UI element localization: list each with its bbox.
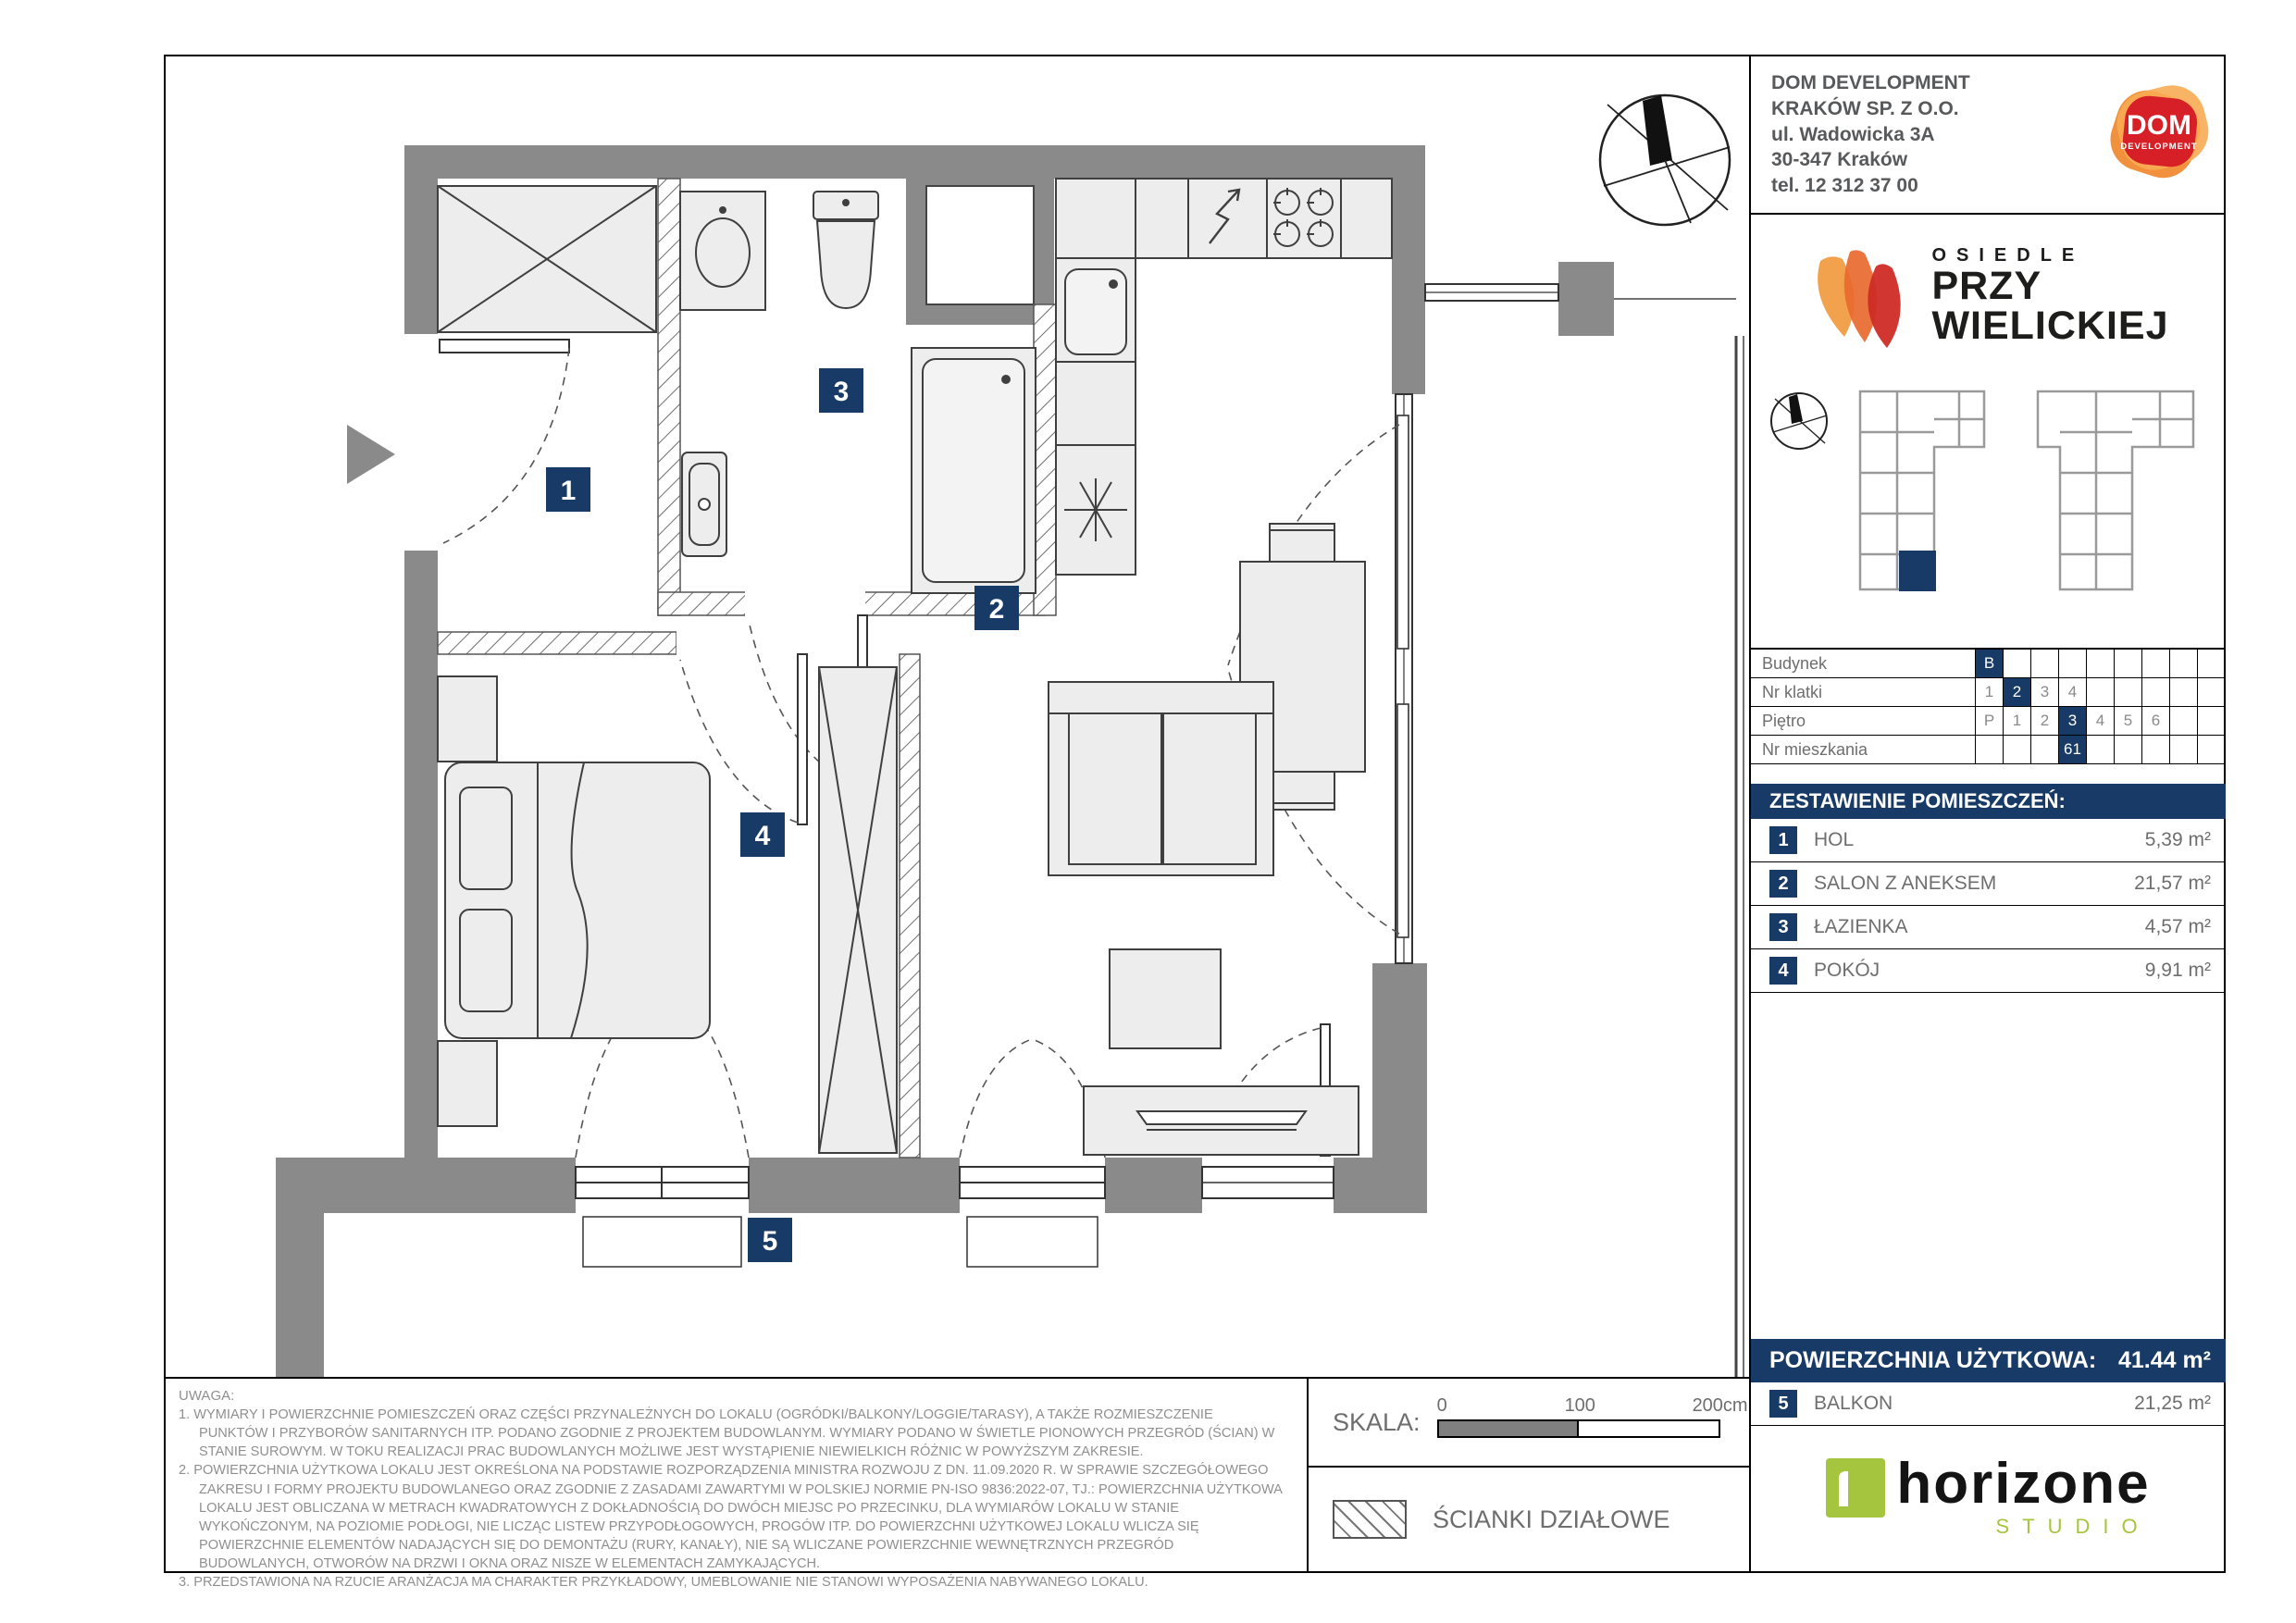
window-top-right — [1425, 284, 1558, 301]
scale-bar-dark-half — [1437, 1419, 1579, 1438]
estate-logo-text — [1931, 245, 2168, 346]
svg-text:DEVELOPMENT: DEVELOPMENT — [2120, 141, 2198, 152]
room-row-hol — [1751, 819, 2226, 862]
hall-wardrobe — [438, 186, 656, 332]
room-area: 9,91 m² — [2144, 960, 2211, 981]
note-item-3: 3. PRZEDSTAWIONA NA RZUCIE ARANŻACJA MA CHARAKTER PRZYKŁADOWY, UMEBLOWANIE NIE STANOWI WYPOSAŻENIA NABYWANEGO LOKALU. — [179, 1575, 1148, 1591]
room-door-opening — [676, 629, 802, 657]
room-chip-2: 2 — [988, 594, 1005, 625]
floor-plan — [166, 56, 1749, 1377]
developer-line: KRAKÓW SP. Z O.O. — [1771, 97, 1959, 119]
room-area: 5,39 m² — [2144, 829, 2211, 850]
table-cell — [2170, 650, 2198, 677]
table-cell — [2170, 736, 2198, 763]
location-table — [1751, 650, 2226, 764]
table-cell: 2 — [2031, 707, 2059, 735]
keyplan-compass-icon — [1771, 393, 1827, 449]
studio-subname: STUDIO — [1995, 1515, 2151, 1539]
room-name: POKÓJ — [1814, 960, 1880, 981]
table-cell — [2198, 736, 2226, 763]
table-cell — [2087, 736, 2115, 763]
sofa — [1049, 682, 1273, 875]
table-cell — [2004, 650, 2031, 677]
room-name: SALON Z ANEKSEM — [1814, 873, 1997, 894]
kitchen-sink — [1065, 269, 1126, 354]
table-cell: B — [1976, 650, 2004, 677]
shower — [912, 348, 1036, 593]
usable-area-value: 41.44 m² — [2117, 1347, 2211, 1373]
usable-area-bar — [1751, 1339, 2226, 1382]
table-cell — [2115, 650, 2142, 677]
room-name: ŁAZIENKA — [1814, 916, 1908, 937]
table-cell — [2142, 736, 2170, 763]
table-cell: 3 — [2059, 707, 2087, 735]
room-row-salon — [1751, 862, 2226, 906]
table-cell: P — [1976, 707, 2004, 735]
table-cell — [2142, 678, 2170, 706]
table-cell — [2198, 678, 2226, 706]
developer-address — [1771, 70, 2100, 199]
scale-legend-column — [1307, 1379, 1749, 1571]
table-cell: 4 — [2059, 678, 2087, 706]
scale-label: SKALA: — [1333, 1407, 1421, 1436]
scale-row — [1309, 1379, 1749, 1468]
scale-tick-0: 0 — [1436, 1395, 1447, 1416]
table-cell: 1 — [2004, 707, 2031, 735]
room-chip-1: 1 — [560, 476, 577, 506]
room-name: BALKON — [1814, 1393, 1893, 1414]
table-cell: 5 — [2115, 707, 2142, 735]
room-row-balkon — [1751, 1382, 2226, 1426]
legend-label: ŚCIANKI DZIAŁOWE — [1433, 1505, 1670, 1533]
bathroom-door-opening — [745, 589, 865, 618]
table-cell — [2004, 736, 2031, 763]
studio-logo-box — [1751, 1426, 2226, 1571]
legend-row — [1309, 1468, 1749, 1571]
coffee-table — [1110, 949, 1221, 1048]
window-bottom-right — [960, 1167, 1105, 1267]
table-cell — [2198, 707, 2226, 735]
estate-logo-icon — [1807, 241, 1918, 352]
rooms-header: ZESTAWIENIE POMIESZCZEŃ: — [1751, 784, 2226, 819]
usable-area-label: POWIERZCHNIA UŻYTKOWA: — [1769, 1347, 2097, 1373]
bed — [438, 676, 710, 1126]
developer-line: 30-347 Kraków — [1771, 149, 1908, 171]
estate-name-mid: PRZY — [1931, 264, 2042, 308]
tv-cabinet — [1084, 1086, 1359, 1155]
estate-name-bottom: WIELICKIEJ — [1931, 304, 2169, 348]
table-cell: 1 — [1976, 678, 2004, 706]
table-cell — [2087, 650, 2115, 677]
notes-title: UWAGA: — [179, 1388, 235, 1404]
table-cell — [2031, 650, 2059, 677]
table-cell: 2 — [2004, 678, 2031, 706]
table-cell — [2142, 650, 2170, 677]
washbasin — [680, 192, 765, 310]
scale-tick-200: 200cm — [1692, 1395, 1748, 1416]
room-number-badge: 5 — [1769, 1390, 1797, 1418]
estate-name-top: OSIEDLE — [1931, 245, 2085, 266]
keyplan-unit-highlight — [1899, 551, 1936, 591]
window-bottom-left — [576, 1167, 749, 1267]
room-chip-5: 5 — [762, 1226, 778, 1257]
bottom-strip — [166, 1377, 1749, 1591]
scale-bar-light-half — [1579, 1419, 1720, 1438]
row-label: Piętro — [1751, 707, 1976, 735]
room-number-badge: 3 — [1769, 913, 1797, 941]
room-area: 4,57 m² — [2144, 916, 2211, 937]
table-cell — [2198, 650, 2226, 677]
table-cell — [2115, 736, 2142, 763]
keyplan-building-right — [2038, 391, 2193, 589]
developer-line: DOM DEVELOPMENT — [1771, 72, 1970, 94]
shaft — [926, 186, 1034, 304]
note-item-2: 2. POWIERZCHNIA UŻYTKOWA LOKALU JEST OKREŚLONA NA PODSTAWIE ROZPORZĄDZENIA MINISTRA ROZWOJU Z DN. 11.09.2020 R. W SPRAWIE SZCZEGÓŁOWEGO ZAKRESU I FORMY PROJEKTU BUDOWLANEGO ORAZ ZGODNIE Z ZASADAMI ZAWARTYMI W POLSKIEJ NORMIE PN-ISO 9836:2022-07, TJ.: POWIERZCHNIA UŻYTKOWA LOKALU JEST OBLICZANA W METRACH KWADRATOWYCH Z DOKŁADNOŚCIĄ DO DWÓCH MIEJSC PO PRZECINKU, DLA WYMIARÓW LOKALU W STANIE WYKOŃCZONYM, NA POZIOMIE PODŁOGI, NIE LICZĄC LISTEW PRZYPODŁOGOWYCH, PROGÓW ITP. DO POWIERZCHNI UŻYTKOWEJ LOKALU WLICZA SIĘ POWIERZCHNIE ELEMENTÓW NADAJĄCYCH SIĘ DO DEMONTAŻU (RURY, KANAŁY), NIE SĄ WLICZANE POWIERZCHNIE WEWNĘTRZNYCH PRZEGRÓD BUDOWLANYCH, OTWORÓW NA DRZWI I OKNA ORAZ NISZE W ELEMENTACH ZAMYKAJĄCYCH. — [179, 1463, 1283, 1571]
horizone-logo-icon — [1826, 1458, 1885, 1518]
room-area: 21,57 m² — [2134, 873, 2211, 894]
room-number-badge: 1 — [1769, 826, 1797, 854]
kitchen-counter — [1056, 179, 1392, 575]
scale-tick-100: 100 — [1564, 1395, 1595, 1416]
compass-icon — [1600, 95, 1730, 225]
toilet — [813, 192, 878, 308]
table-cell — [2170, 707, 2198, 735]
table-row-budynek — [1751, 650, 2226, 678]
table-cell — [1976, 736, 2004, 763]
room-area: 21,25 m² — [2134, 1393, 2211, 1414]
table-cell: 61 — [2059, 736, 2087, 763]
sheet-frame — [164, 55, 2226, 1591]
sidebar-spacer — [1751, 993, 2226, 1339]
row-label: Budynek — [1751, 650, 1976, 677]
table-row-pietro — [1751, 707, 2226, 736]
developer-box — [1751, 56, 2226, 215]
room-number-badge: 2 — [1769, 870, 1797, 898]
table-cell — [2115, 678, 2142, 706]
developer-line: ul. Wadowicka 3A — [1771, 123, 1935, 145]
estate-logo-box — [1751, 215, 2226, 377]
room-row-lazienka — [1751, 906, 2226, 949]
entrance-door — [347, 340, 569, 543]
table-row-klatka — [1751, 678, 2226, 707]
table-cell — [2059, 650, 2087, 677]
small-basin — [682, 452, 726, 556]
notes — [166, 1379, 1307, 1591]
room-chip-3: 3 — [833, 377, 850, 407]
studio-name: horizone — [1896, 1451, 2151, 1516]
row-label: Nr klatki — [1751, 678, 1976, 706]
table-cell: 6 — [2142, 707, 2170, 735]
entrance-arrow-icon — [347, 425, 395, 484]
room-chip-4: 4 — [754, 821, 771, 851]
developer-line: tel. 12 312 37 00 — [1771, 175, 1918, 197]
room-name: HOL — [1814, 829, 1855, 850]
table-row-mieszkanie — [1751, 736, 2226, 764]
table-cell — [2087, 678, 2115, 706]
note-item-1: 1. WYMIARY I POWIERZCHNIE POMIESZCZEŃ ORAZ CZĘŚCI PRZYNALEŻNYCH DO LOKALU (OGRÓDKI/BALKONY/LOGGIE/TARASY), A TAKŻE ROZMIESZCZENIE PUNKTÓW I PRZYBORÓW SANITARNYCH ITP. PODANO ZGODNIE Z PROJEKTEM BUDOWLANYM. WYMIARY PODANO W ŚWIETLE PIONOWYCH PRZEGRÓD (ŚCIAN) W STANIE SUROWYM. W TOKU REALIZACJI PRAC BUDOWLANYCH MOŻLIWE JEST WYSTĄPIENIE NIEWIELKICH RÓŻNIC W POWYŻSZYM ZAKRESIE. — [179, 1407, 1275, 1460]
partition-hatch-swatch-icon — [1333, 1500, 1407, 1539]
room-row-pokoj — [1751, 949, 2226, 993]
bedroom-wardrobe — [819, 667, 897, 1153]
dom-development-logo-icon — [2100, 81, 2218, 190]
room-number-badge: 4 — [1769, 957, 1797, 985]
row-label: Nr mieszkania — [1751, 736, 1976, 763]
building-key-plans — [1751, 377, 2226, 650]
table-cell: 4 — [2087, 707, 2115, 735]
sidebar — [1749, 56, 2226, 1571]
table-cell: 3 — [2031, 678, 2059, 706]
scale-bar — [1436, 1395, 1748, 1438]
table-cell — [2031, 736, 2059, 763]
table-cell — [2170, 678, 2198, 706]
svg-text:DOM: DOM — [2127, 109, 2191, 141]
